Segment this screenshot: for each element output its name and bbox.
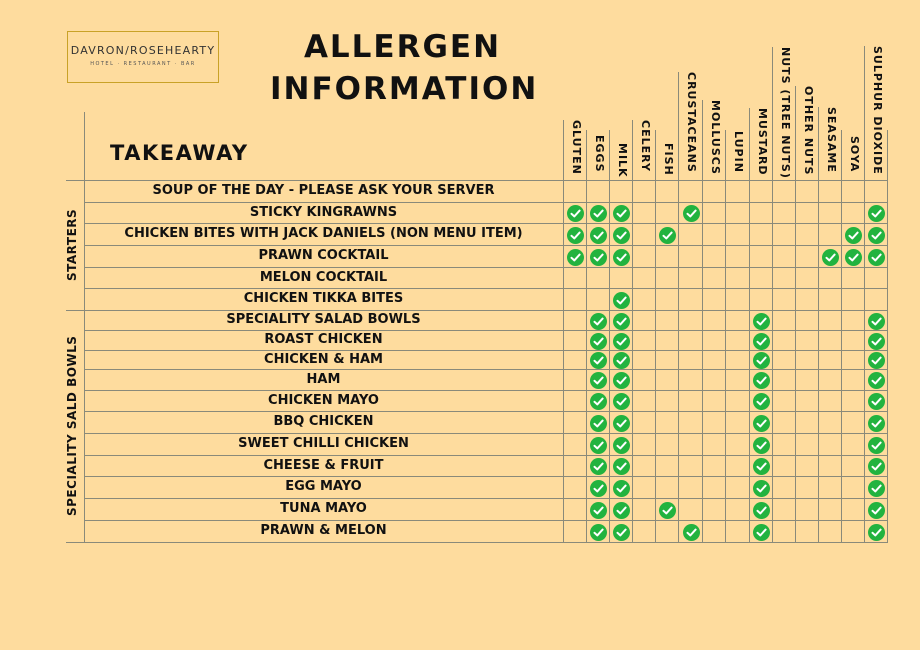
check-circle-icon	[590, 352, 607, 369]
check-circle-icon	[590, 437, 607, 454]
title-line-1: ALLERGEN	[303, 29, 502, 65]
check-circle-icon	[683, 524, 700, 541]
check-circle-icon	[659, 227, 676, 244]
check-circle-icon	[868, 393, 885, 410]
check-circle-icon	[659, 502, 676, 519]
check-circle-icon	[613, 372, 630, 389]
column-header-label: EGGS	[593, 135, 606, 173]
check-circle-icon	[613, 393, 630, 410]
grid-line-vertical	[841, 130, 842, 542]
grid-line-vertical	[678, 72, 679, 542]
check-circle-icon	[868, 333, 885, 350]
grid-line-vertical	[772, 47, 773, 542]
check-circle-icon	[845, 249, 862, 266]
column-header-label: LUPIN	[732, 131, 745, 173]
check-circle-icon	[613, 480, 630, 497]
check-circle-icon	[590, 333, 607, 350]
check-circle-icon	[868, 227, 885, 244]
title-line-2: INFORMATION	[270, 71, 539, 107]
check-circle-icon	[613, 415, 630, 432]
check-circle-icon	[613, 352, 630, 369]
check-circle-icon	[868, 205, 885, 222]
check-circle-icon	[590, 458, 607, 475]
check-circle-icon	[590, 249, 607, 266]
check-circle-icon	[683, 205, 700, 222]
grid-line-vertical	[586, 130, 587, 542]
check-circle-icon	[613, 292, 630, 309]
column-header-label: SOYA	[848, 136, 861, 173]
check-circle-icon	[868, 524, 885, 541]
check-circle-icon	[590, 393, 607, 410]
grid-line-vertical	[655, 130, 656, 542]
check-circle-icon	[868, 415, 885, 432]
check-circle-icon	[753, 480, 770, 497]
menu-item-name: HAM	[306, 372, 341, 387]
menu-item-name: PRAWN & MELON	[260, 523, 387, 538]
check-circle-icon	[590, 480, 607, 497]
menu-item-name: ROAST CHICKEN	[264, 332, 383, 347]
check-circle-icon	[613, 313, 630, 330]
check-circle-icon	[868, 458, 885, 475]
grid-line-vertical	[795, 86, 796, 542]
check-circle-icon	[590, 524, 607, 541]
menu-item-name: SOUP OF THE DAY - PLEASE ASK YOUR SERVER	[152, 183, 495, 198]
column-header-label: OTHER NUTS	[802, 86, 815, 176]
check-circle-icon	[753, 415, 770, 432]
check-circle-icon	[753, 458, 770, 475]
check-circle-icon	[613, 524, 630, 541]
menu-item-name: CHICKEN & HAM	[264, 352, 383, 367]
menu-item-name: SPECIALITY SALAD BOWLS	[226, 312, 421, 327]
menu-item-name: CHICKEN TIKKA BITES	[243, 291, 404, 306]
check-circle-icon	[753, 333, 770, 350]
check-circle-icon	[753, 437, 770, 454]
grid-line-vertical	[609, 130, 610, 542]
column-header-label: SULPHUR DIOXIDE	[871, 46, 884, 175]
column-header-label: CELERY	[639, 120, 652, 172]
check-circle-icon	[868, 437, 885, 454]
menu-item-name: BBQ CHICKEN	[273, 414, 374, 429]
check-circle-icon	[753, 524, 770, 541]
check-circle-icon	[613, 458, 630, 475]
logo-tagline: HOTEL · RESTAURANT · BAR	[90, 61, 196, 67]
column-header-label: MUSTARD	[756, 108, 769, 176]
check-circle-icon	[613, 205, 630, 222]
check-circle-icon	[868, 502, 885, 519]
check-circle-icon	[613, 249, 630, 266]
check-circle-icon	[868, 313, 885, 330]
check-circle-icon	[753, 393, 770, 410]
logo-name: DAVRON/ROSEHEARTY	[70, 44, 216, 57]
menu-item-name: STICKY KINGRAWNS	[249, 205, 398, 220]
column-header-label: MOLLUSCS	[709, 100, 722, 175]
check-circle-icon	[567, 205, 584, 222]
logo	[67, 31, 219, 83]
menu-item-name: CHICKEN MAYO	[268, 393, 379, 408]
column-header-label: GLUTEN	[570, 120, 583, 175]
page-title	[270, 26, 539, 110]
category-label: SPECIALITY SALD BOWLS	[65, 335, 79, 516]
grid-line-vertical	[725, 130, 726, 542]
check-circle-icon	[590, 415, 607, 432]
check-circle-icon	[845, 227, 862, 244]
grid-line-vertical	[887, 130, 888, 542]
grid-line-horizontal	[66, 542, 888, 543]
column-header-label: NUTS (TREE NUTS)	[779, 47, 792, 179]
check-circle-icon	[613, 437, 630, 454]
check-circle-icon	[567, 227, 584, 244]
menu-item-name: MELON COCKTAIL	[259, 270, 388, 285]
menu-item-name: CHICKEN BITES WITH JACK DANIELS (NON MENU ITEM)	[124, 226, 523, 241]
check-circle-icon	[567, 249, 584, 266]
check-circle-icon	[753, 352, 770, 369]
check-circle-icon	[613, 227, 630, 244]
column-header-label: SEASAME	[825, 107, 838, 173]
grid-line-vertical	[563, 120, 564, 542]
menu-item-name: SWEET CHILLI CHICKEN	[238, 436, 409, 451]
grid-line-vertical	[632, 120, 633, 542]
check-circle-icon	[590, 205, 607, 222]
check-circle-icon	[613, 333, 630, 350]
menu-item-name: TUNA MAYO	[280, 501, 367, 516]
menu-item-name: PRAWN COCKTAIL	[258, 248, 389, 263]
check-circle-icon	[868, 352, 885, 369]
category-label: STARTERS	[65, 208, 79, 281]
section-title: TAKEAWAY	[110, 141, 249, 165]
check-circle-icon	[868, 249, 885, 266]
menu-item-name: CHEESE & FRUIT	[263, 458, 384, 473]
column-header-label: CRUSTACEANS	[685, 72, 698, 173]
check-circle-icon	[590, 502, 607, 519]
check-circle-icon	[590, 227, 607, 244]
check-circle-icon	[753, 502, 770, 519]
check-circle-icon	[868, 372, 885, 389]
check-circle-icon	[613, 502, 630, 519]
check-circle-icon	[753, 372, 770, 389]
column-header-label: MILK	[616, 143, 629, 178]
check-circle-icon	[868, 480, 885, 497]
check-circle-icon	[822, 249, 839, 266]
grid-line-vertical	[864, 46, 865, 542]
check-circle-icon	[590, 372, 607, 389]
column-header-label: FISH	[662, 143, 675, 176]
check-circle-icon	[590, 313, 607, 330]
check-circle-icon	[753, 313, 770, 330]
menu-item-name: EGG MAYO	[285, 479, 362, 494]
